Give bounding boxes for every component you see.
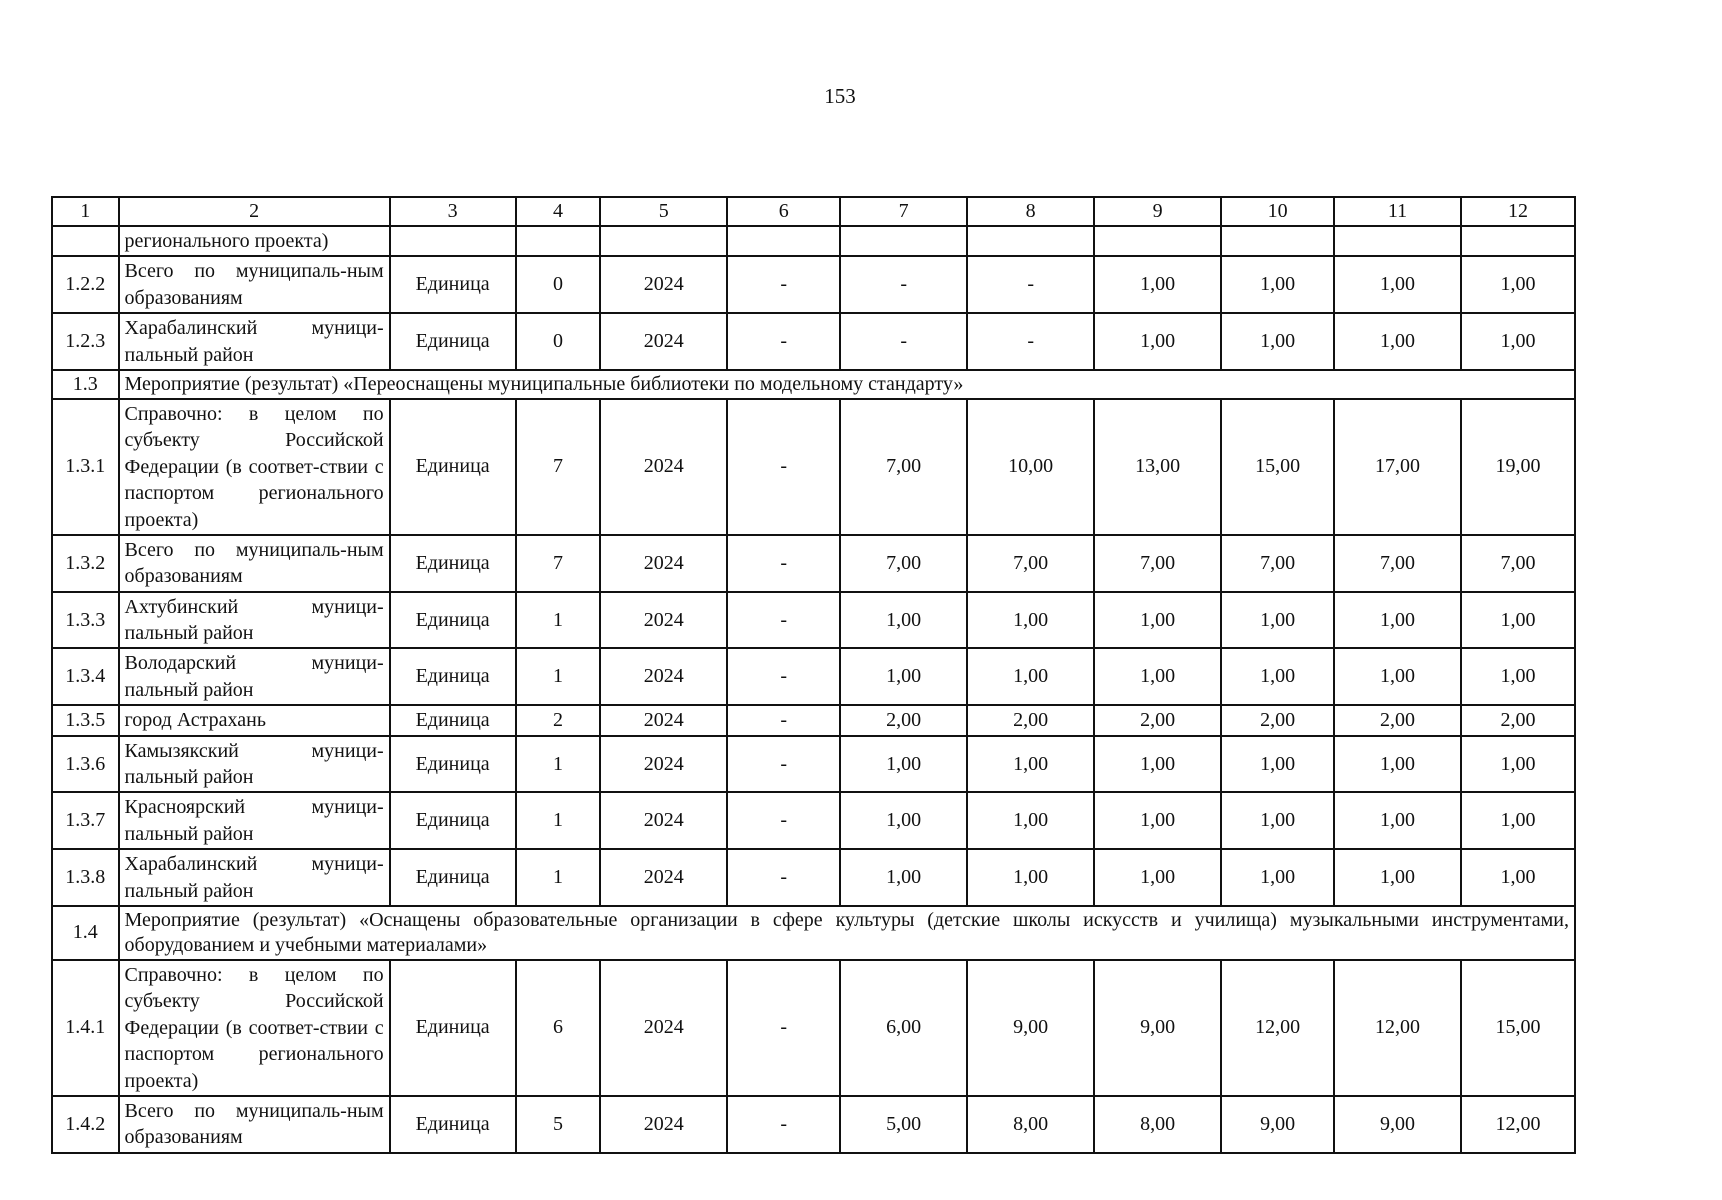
col-8-value: 1,00 <box>967 592 1094 649</box>
base-value: 1 <box>516 849 601 906</box>
col-12-value: 1,00 <box>1461 736 1575 793</box>
unit: Единица <box>390 792 516 849</box>
col-6-value: - <box>727 736 840 793</box>
table-row <box>52 592 1575 649</box>
row-number <box>52 226 119 256</box>
indicator-name: Володарский муници-пальный район <box>119 648 390 705</box>
unit: Единица <box>390 1096 516 1153</box>
col-10-value: 15,00 <box>1221 399 1334 535</box>
col-9-value: 1,00 <box>1094 256 1221 313</box>
base-value: 7 <box>516 535 601 592</box>
col-7-value: 5,00 <box>840 1096 967 1153</box>
unit: Единица <box>390 648 516 705</box>
col-12-value: 19,00 <box>1461 399 1575 535</box>
col-9-value: 8,00 <box>1094 1096 1221 1153</box>
unit: Единица <box>390 313 516 370</box>
col-8-value: 1,00 <box>967 792 1094 849</box>
col-11-value: 1,00 <box>1334 792 1461 849</box>
table-row <box>52 256 1575 313</box>
table-row <box>52 736 1575 793</box>
col-7-value: 2,00 <box>840 705 967 735</box>
col-6-value: - <box>727 849 840 906</box>
table-row <box>52 535 1575 592</box>
col-11-value: 2,00 <box>1334 705 1461 735</box>
col-11-value: 17,00 <box>1334 399 1461 535</box>
header-cell-col-11: 11 <box>1334 197 1461 226</box>
table-body <box>52 197 1575 1153</box>
row-number: 1.3.3 <box>52 592 119 649</box>
col-9-value: 1,00 <box>1094 792 1221 849</box>
base-year: 2024 <box>600 1096 727 1153</box>
col-9-value: 2,00 <box>1094 705 1221 735</box>
col-6-value: - <box>727 592 840 649</box>
col-9-value <box>1094 226 1221 256</box>
col-7-value <box>840 226 967 256</box>
indicator-name: Всего по муниципаль-ным образованиям <box>119 1096 390 1153</box>
col-11-value: 1,00 <box>1334 648 1461 705</box>
col-8-value: 2,00 <box>967 705 1094 735</box>
unit: Единица <box>390 535 516 592</box>
col-10-value <box>1221 226 1334 256</box>
col-11-value: 1,00 <box>1334 256 1461 313</box>
col-8-value: 1,00 <box>967 736 1094 793</box>
col-6-value: - <box>727 792 840 849</box>
col-10-value: 1,00 <box>1221 648 1334 705</box>
header-cell-col-4: 4 <box>516 197 601 226</box>
col-7-value: 6,00 <box>840 960 967 1096</box>
header-cell-col-6: 6 <box>727 197 840 226</box>
section-number: 1.3 <box>52 370 119 399</box>
unit: Единица <box>390 849 516 906</box>
base-year: 2024 <box>600 736 727 793</box>
unit <box>390 226 516 256</box>
unit: Единица <box>390 736 516 793</box>
section-number: 1.4 <box>52 906 119 960</box>
col-12-value: 1,00 <box>1461 256 1575 313</box>
col-12-value: 1,00 <box>1461 792 1575 849</box>
row-number: 1.3.8 <box>52 849 119 906</box>
unit: Единица <box>390 399 516 535</box>
col-8-value: 9,00 <box>967 960 1094 1096</box>
col-7-value: - <box>840 313 967 370</box>
page-number: 153 <box>824 84 856 108</box>
col-10-value: 7,00 <box>1221 535 1334 592</box>
col-12-value: 1,00 <box>1461 849 1575 906</box>
row-number: 1.4.1 <box>52 960 119 1096</box>
col-9-value: 1,00 <box>1094 849 1221 906</box>
col-6-value: - <box>727 648 840 705</box>
col-8-value: - <box>967 256 1094 313</box>
header-cell-col-12: 12 <box>1461 197 1575 226</box>
base-value: 0 <box>516 256 601 313</box>
col-10-value: 2,00 <box>1221 705 1334 735</box>
base-value: 1 <box>516 736 601 793</box>
col-7-value: - <box>840 256 967 313</box>
header-cell-col-10: 10 <box>1221 197 1334 226</box>
base-value: 2 <box>516 705 601 735</box>
col-8-value: 1,00 <box>967 648 1094 705</box>
col-12-value: 15,00 <box>1461 960 1575 1096</box>
table-row <box>52 1096 1575 1153</box>
base-value: 1 <box>516 792 601 849</box>
col-6-value: - <box>727 535 840 592</box>
table-row <box>52 960 1575 1096</box>
unit: Единица <box>390 592 516 649</box>
col-7-value: 1,00 <box>840 648 967 705</box>
base-year: 2024 <box>600 648 727 705</box>
header-cell-col-2: 2 <box>119 197 390 226</box>
indicator-name: Харабалинский муници-пальный район <box>119 849 390 906</box>
col-9-value: 9,00 <box>1094 960 1221 1096</box>
col-12-value: 1,00 <box>1461 313 1575 370</box>
base-value: 1 <box>516 648 601 705</box>
row-number: 1.3.5 <box>52 705 119 735</box>
col-9-value: 7,00 <box>1094 535 1221 592</box>
col-8-value: - <box>967 313 1094 370</box>
col-11-value: 7,00 <box>1334 535 1461 592</box>
base-year: 2024 <box>600 792 727 849</box>
header-cell-col-3: 3 <box>390 197 516 226</box>
row-number: 1.3.7 <box>52 792 119 849</box>
row-number: 1.3.6 <box>52 736 119 793</box>
base-year: 2024 <box>600 399 727 535</box>
col-10-value: 1,00 <box>1221 592 1334 649</box>
section-title: Мероприятие (результат) «Оснащены образовательные организации в сфере культуры (детские школы искусств и училища) музыкальными инструментами, оборудованием и учебными материалами» <box>119 906 1575 960</box>
base-year: 2024 <box>600 256 727 313</box>
col-9-value: 13,00 <box>1094 399 1221 535</box>
col-6-value: - <box>727 960 840 1096</box>
base-value: 5 <box>516 1096 601 1153</box>
col-12-value: 12,00 <box>1461 1096 1575 1153</box>
indicator-name: Справочно: в целом по субъекту Российской Федерации (в соответ-ствии с паспортом регионального проекта) <box>119 399 390 535</box>
base-value <box>516 226 601 256</box>
col-9-value: 1,00 <box>1094 313 1221 370</box>
col-6-value: - <box>727 399 840 535</box>
unit: Единица <box>390 705 516 735</box>
col-10-value: 1,00 <box>1221 792 1334 849</box>
header-cell-col-1: 1 <box>52 197 119 226</box>
indicators-table <box>51 196 1576 1154</box>
section-row <box>52 370 1575 399</box>
col-7-value: 7,00 <box>840 399 967 535</box>
indicator-name: город Астрахань <box>119 705 390 735</box>
col-6-value: - <box>727 705 840 735</box>
col-10-value: 9,00 <box>1221 1096 1334 1153</box>
table-row <box>52 705 1575 735</box>
col-7-value: 7,00 <box>840 535 967 592</box>
row-number: 1.3.1 <box>52 399 119 535</box>
table-row <box>52 849 1575 906</box>
col-7-value: 1,00 <box>840 849 967 906</box>
indicator-name: Всего по муниципаль-ным образованиям <box>119 256 390 313</box>
col-9-value: 1,00 <box>1094 736 1221 793</box>
col-7-value: 1,00 <box>840 792 967 849</box>
col-6-value <box>727 226 840 256</box>
col-11-value: 1,00 <box>1334 592 1461 649</box>
col-6-value: - <box>727 313 840 370</box>
row-number: 1.3.4 <box>52 648 119 705</box>
indicator-name: регионального проекта) <box>119 226 390 256</box>
table-row <box>52 399 1575 535</box>
indicator-name: Справочно: в целом по субъекту Российской Федерации (в соответ-ствии с паспортом регионального проекта) <box>119 960 390 1096</box>
row-number: 1.4.2 <box>52 1096 119 1153</box>
row-number: 1.3.2 <box>52 535 119 592</box>
header-cell-col-8: 8 <box>967 197 1094 226</box>
base-year: 2024 <box>600 313 727 370</box>
col-10-value: 1,00 <box>1221 313 1334 370</box>
section-row <box>52 906 1575 960</box>
table-row <box>52 792 1575 849</box>
base-value: 1 <box>516 592 601 649</box>
base-year: 2024 <box>600 960 727 1096</box>
header-cell-col-5: 5 <box>600 197 727 226</box>
section-title: Мероприятие (результат) «Переоснащены муниципальные библиотеки по модельному стандарту» <box>119 370 1575 399</box>
col-11-value: 9,00 <box>1334 1096 1461 1153</box>
col-11-value <box>1334 226 1461 256</box>
col-11-value: 1,00 <box>1334 849 1461 906</box>
base-year: 2024 <box>600 592 727 649</box>
header-cell-col-7: 7 <box>840 197 967 226</box>
col-12-value: 1,00 <box>1461 648 1575 705</box>
col-12-value: 7,00 <box>1461 535 1575 592</box>
table-row <box>52 648 1575 705</box>
col-6-value: - <box>727 256 840 313</box>
col-12-value: 2,00 <box>1461 705 1575 735</box>
col-10-value: 12,00 <box>1221 960 1334 1096</box>
col-7-value: 1,00 <box>840 592 967 649</box>
indicator-name: Красноярский муници-пальный район <box>119 792 390 849</box>
base-value: 7 <box>516 399 601 535</box>
base-year <box>600 226 727 256</box>
col-11-value: 1,00 <box>1334 313 1461 370</box>
table-row <box>52 226 1575 256</box>
base-year: 2024 <box>600 535 727 592</box>
col-10-value: 1,00 <box>1221 256 1334 313</box>
unit: Единица <box>390 256 516 313</box>
indicator-name: Ахтубинский муници-пальный район <box>119 592 390 649</box>
header-row <box>52 197 1575 226</box>
indicator-name: Харабалинский муници-пальный район <box>119 313 390 370</box>
col-12-value <box>1461 226 1575 256</box>
col-9-value: 1,00 <box>1094 592 1221 649</box>
col-8-value: 7,00 <box>967 535 1094 592</box>
base-value: 6 <box>516 960 601 1096</box>
base-year: 2024 <box>600 705 727 735</box>
col-6-value: - <box>727 1096 840 1153</box>
base-value: 0 <box>516 313 601 370</box>
col-8-value: 1,00 <box>967 849 1094 906</box>
row-number: 1.2.3 <box>52 313 119 370</box>
col-8-value: 8,00 <box>967 1096 1094 1153</box>
col-8-value: 10,00 <box>967 399 1094 535</box>
row-number: 1.2.2 <box>52 256 119 313</box>
col-11-value: 12,00 <box>1334 960 1461 1096</box>
indicator-name: Всего по муниципаль-ным образованиям <box>119 535 390 592</box>
col-10-value: 1,00 <box>1221 849 1334 906</box>
col-9-value: 1,00 <box>1094 648 1221 705</box>
col-10-value: 1,00 <box>1221 736 1334 793</box>
col-8-value <box>967 226 1094 256</box>
indicator-name: Камызякский муници-пальный район <box>119 736 390 793</box>
table-row <box>52 313 1575 370</box>
base-year: 2024 <box>600 849 727 906</box>
header-cell-col-9: 9 <box>1094 197 1221 226</box>
col-11-value: 1,00 <box>1334 736 1461 793</box>
col-12-value: 1,00 <box>1461 592 1575 649</box>
col-7-value: 1,00 <box>840 736 967 793</box>
unit: Единица <box>390 960 516 1096</box>
